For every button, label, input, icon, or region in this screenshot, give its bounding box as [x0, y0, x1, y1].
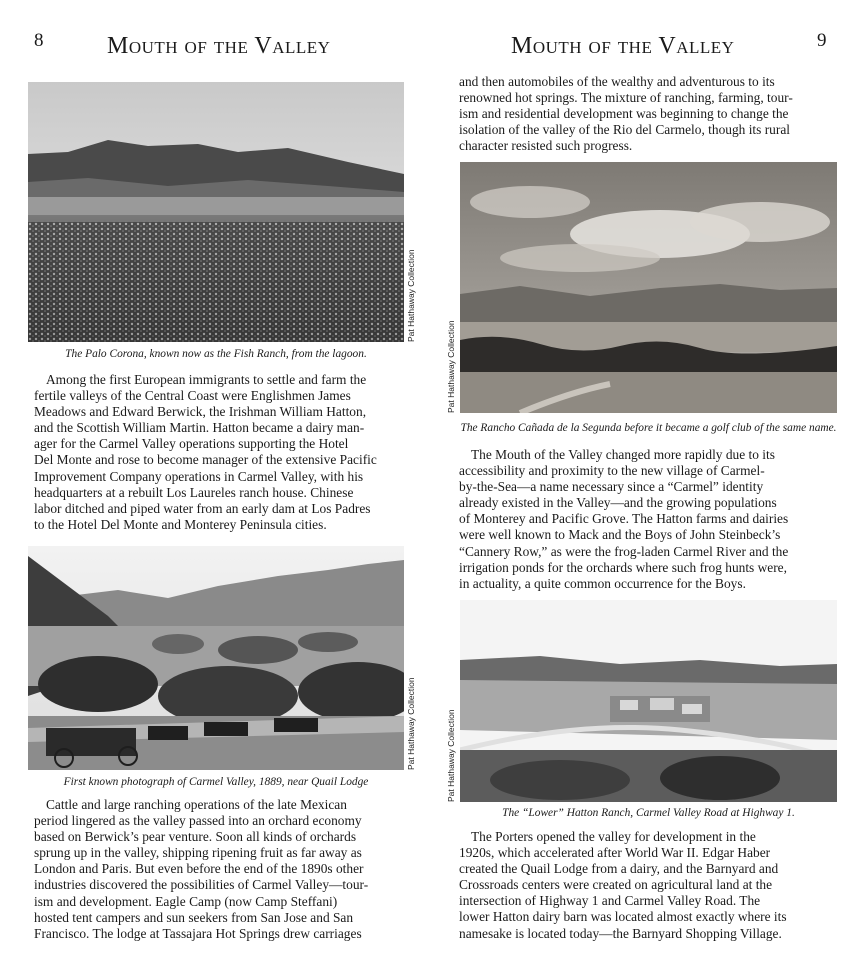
text-line: Crossroads centers were created on agricultural land at the [459, 877, 773, 893]
text-line: Meadows and Edward Berwick, the Irishman William Hatton, [34, 404, 367, 420]
photo-caption: First known photograph of Carmel Valley, 1889, near Quail Lodge [63, 776, 369, 788]
photo-caption: The Rancho Cañada de la Segunda before it became a golf club of the same name. [460, 422, 837, 434]
text-line: isolation of the valley of the Rio del Carmelo, though its rural [459, 122, 790, 138]
text-line: accessibility and proximity to the new village of Carmel- [459, 463, 765, 479]
text-line: “Cannery Row,” as were the frog-laden Carmel River and the [459, 543, 789, 559]
photo-credit: Pat Hathaway Collection [406, 249, 416, 342]
text-line: to the Hotel Del Monte and Monterey Peninsula cities. [34, 516, 327, 532]
running-header: Mouth of the Valley [511, 33, 735, 59]
text-line: hosted tent campers and sun seekers from San Jose and San [34, 909, 354, 925]
body-paragraph [34, 372, 377, 533]
body-paragraph [34, 797, 368, 942]
page-number: 8 [34, 30, 44, 51]
text-line: ism and development. Eagle Camp (now Camp Steffani) [34, 893, 338, 909]
text-line: Cattle and large ranching operations of the late Mexican [46, 797, 347, 812]
photo-lower-hatton-ranch [460, 600, 837, 802]
photo-caption: The Palo Corona, known now as the Fish Ranch, from the lagoon. [65, 348, 367, 360]
page-number: 9 [817, 30, 827, 51]
text-line: sprung up in the valley, shipping ripening fruit as far away as [34, 845, 362, 861]
body-paragraph [459, 74, 793, 154]
photo-rancho-canada [460, 162, 837, 413]
text-line: industries discovered the possibilities of Carmel Valley—tour- [34, 877, 369, 893]
text-line: character resisted such progress. [459, 138, 633, 154]
photo-credit: Pat Hathaway Collection [446, 709, 456, 802]
text-line: Among the first European immigrants to settle and farm the [46, 372, 367, 387]
text-line: by-the-Sea—a name necessary since a “Carmel” identity [459, 479, 764, 495]
text-line: Improvement Company operations in Carmel Valley, with his [34, 468, 364, 484]
text-line: lower Hatton dairy barn was located almost exactly where its [459, 909, 787, 925]
text-line: Del Monte and rose to become manager of the extensive Pacific [34, 452, 377, 468]
text-line: period lingered as the valley passed into an orchard economy [34, 813, 362, 829]
text-line: created the Quail Lodge from a dairy, and the Barnyard and [459, 861, 779, 877]
text-line: ism and residential development was beginning to change the [459, 106, 789, 122]
text-line: fertile valleys of the Central Coast were Englishmen James [34, 388, 351, 404]
text-line: 1920s, which accelerated after World War II. Edgar Haber [459, 845, 771, 861]
text-line: and then automobiles of the wealthy and adventurous to its [459, 74, 775, 89]
text-line: already existed in the Valley—and the growing populations [459, 495, 777, 511]
body-paragraph [459, 447, 788, 592]
photo-caption: The “Lower” Hatton Ranch, Carmel Valley Road at Highway 1. [502, 807, 795, 819]
photo-carmel-valley-1889 [28, 546, 404, 770]
text-line: renowned hot springs. The mixture of ranching, farming, tour- [459, 90, 793, 106]
text-line: labor ditched and piped water from an early dam at Los Padres [34, 500, 371, 516]
photo-palo-corona [28, 82, 404, 342]
text-line: intersection of Highway 1 and Carmel Valley Road. The [459, 893, 761, 909]
right-page [432, 0, 864, 972]
text-line: ager for the Carmel Valley operations supporting the Hotel [34, 436, 349, 452]
text-line: irrigation ponds for the orchards where such frog hunts were, [459, 559, 787, 575]
text-line: The Porters opened the valley for development in the [471, 829, 756, 844]
text-line: headquarters at a rebuilt Los Laureles ranch house. Chinese [34, 484, 354, 500]
photo-credit: Pat Hathaway Collection [446, 320, 456, 413]
text-line: in actuality, a quite common occurrence for the Boys. [459, 575, 746, 591]
text-line: based on Berwick’s pear venture. Soon all kinds of orchards [34, 829, 357, 845]
photo-credit: Pat Hathaway Collection [406, 677, 416, 770]
running-header: Mouth of the Valley [107, 33, 331, 59]
text-line: and the Scottish William Martin. Hatton became a dairy man- [34, 420, 365, 436]
text-line: were well known to Mack and the Boys of John Steinbeck’s [459, 527, 781, 543]
text-line: London and Paris. But even before the end of the 1890s other [34, 861, 364, 877]
text-line: of Monterey and Pacific Grove. The Hatton farms and dairies [459, 511, 789, 527]
text-line: namesake is located today—the Barnyard Shopping Village. [459, 925, 782, 941]
text-line: Francisco. The lodge at Tassajara Hot Springs drew carriages [34, 925, 362, 941]
text-line: The Mouth of the Valley changed more rapidly due to its [471, 447, 775, 462]
body-paragraph [459, 829, 787, 942]
